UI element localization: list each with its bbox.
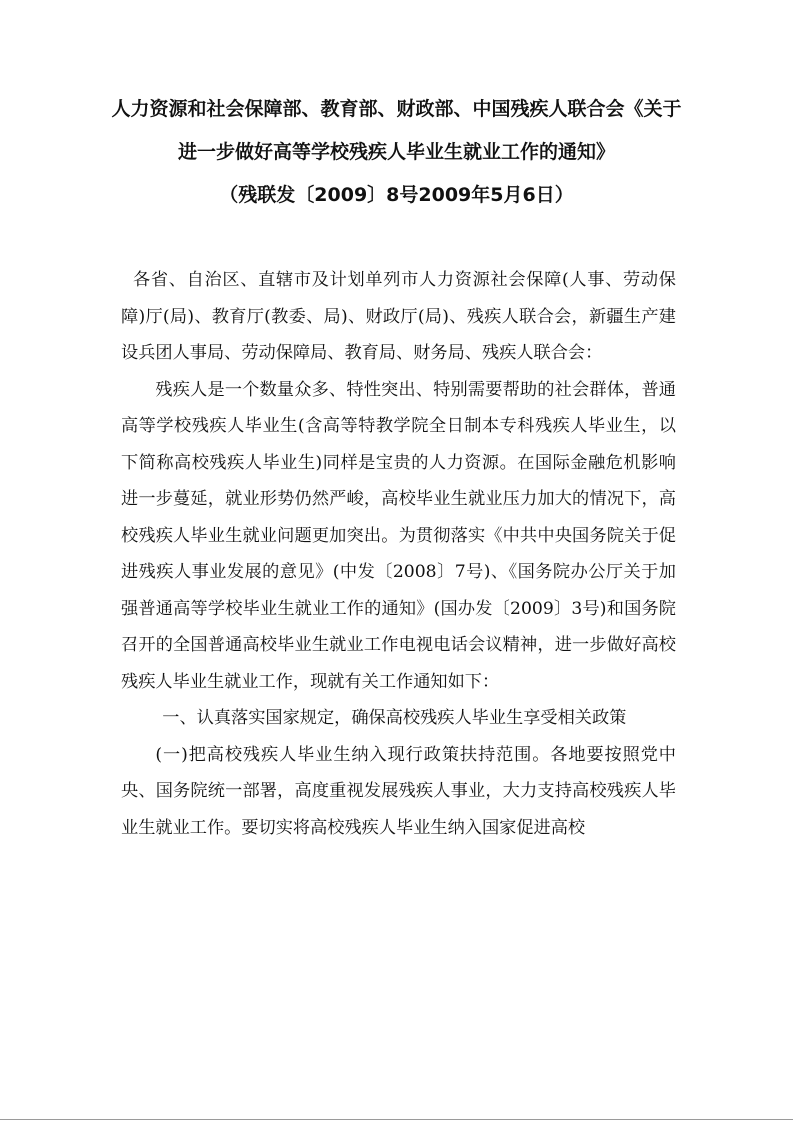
document-title-line-2: 进一步做好高等学校残疾人毕业生就业工作的通知》 xyxy=(177,141,615,163)
section-heading-1: 一、认真落实国家规定，确保高校残疾人毕业生享受相关政策 xyxy=(162,708,627,728)
document-title-line-1: 人力资源和社会保障部、教育部、财政部、中国残疾人联合会《关于 xyxy=(111,98,682,120)
page-bottom-divider xyxy=(0,1119,793,1120)
document-number-and-date: （残联发〔2009〕8号2009年5月6日） xyxy=(219,184,574,206)
addressee-paragraph: 各省、自治区、直辖市及计划单列市人力资源社会保障(人事、劳动保障)厅(局)、教育厅(教委、局)、财政厅(局)、残疾人联合会，新疆生产建设兵团人事局、劳动保障局、教育局、财务局、残疾人联合会： xyxy=(121,270,676,363)
intro-paragraph: 残疾人是一个数量众多、特性突出、特别需要帮助的社会群体，普通高等学校残疾人毕业生(含高等特教学院全日制本专科残疾人毕业生，以下简称高校残疾人毕业生)同样是宝贵的人力资源。在国际金融危机影响进一步蔓延，就业形势仍然严峻，高校毕业生就业压力加大的情况下，高校残疾人毕业生就业问题更加突出。为贯彻落实《中共中央国务院关于促进残疾人事业发展的意见》(中发〔2008〕7号)、《国务院办公厅关于加强普通高等学校毕业生就业工作的通知》(国办发〔2009〕3号)和国务院召开的全国普通高校毕业生就业工作电视电话会议精神，进一步做好高校残疾人毕业生就业工作，现就有关工作通知如下： xyxy=(121,379,676,692)
section-1-paragraph-1: (一)把高校残疾人毕业生纳入现行政策扶持范围。各地要按照党中央、国务院统一部署，高度重视发展残疾人事业，大力支持高校残疾人毕业生就业工作。要切实将高校残疾人毕业生纳入国家促进高校 xyxy=(121,744,676,838)
document-body xyxy=(121,262,676,846)
